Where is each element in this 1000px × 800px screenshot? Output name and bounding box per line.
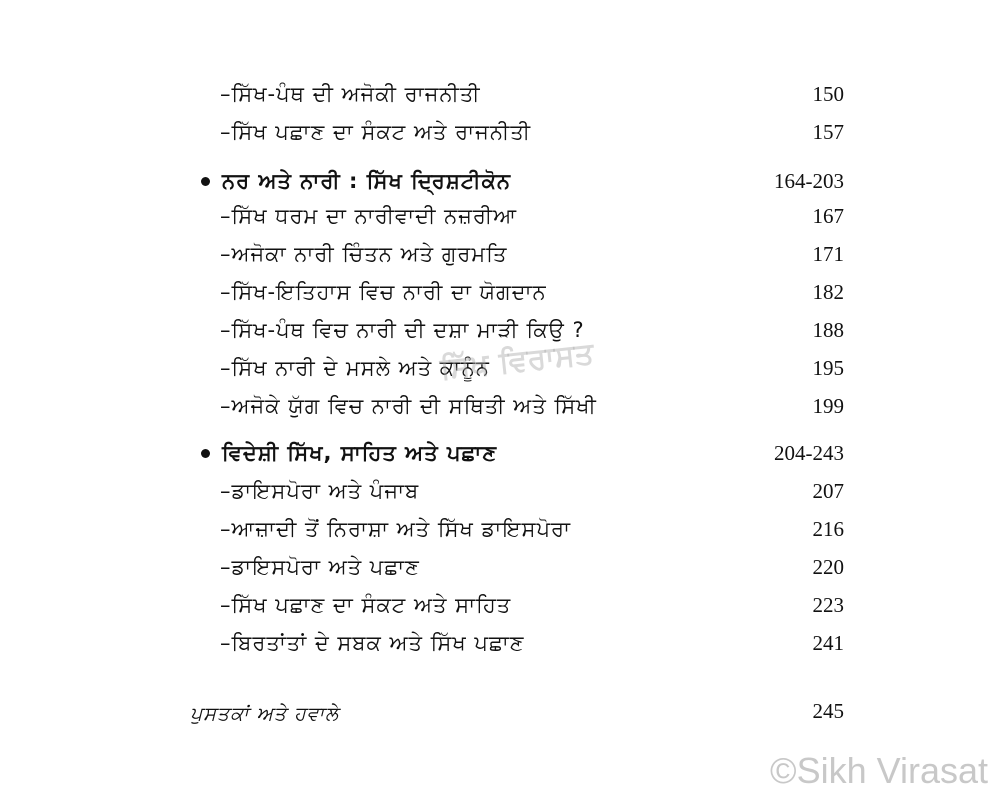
toc-page-number: 195 [812, 356, 844, 380]
toc-entry-row [0, 237, 1000, 271]
toc-entry-row [0, 588, 1000, 622]
toc-entry-title: ਪੁਸਤਕਾਂ ਅਤੇ ਹਵਾਲੇ [190, 703, 339, 725]
toc-page-number: 150 [812, 82, 844, 106]
toc-entry-row [0, 275, 1000, 309]
toc-page-number: 223 [812, 593, 844, 617]
watermark: ਸਿੱਖ ਵਿਰਾਸਤ [438, 336, 596, 387]
toc-entry-row [0, 626, 1000, 660]
toc-entry-row [0, 474, 1000, 508]
toc-page-number: 220 [812, 555, 844, 579]
toc-entry-title: –ਅਜੋਕਾ ਨਾਰੀ ਚਿੰਤਨ ਅਤੇ ਗੁਰਮਤਿ [220, 242, 508, 266]
toc-entry-row [0, 115, 1000, 149]
toc-entry-title: –ਸਿੱਖ ਪਛਾਣ ਦਾ ਸੰਕਟ ਅਤੇ ਸਾਹਿਤ [220, 593, 512, 617]
toc-entry-title: –ਸਿੱਖ-ਪੰਥ ਦੀ ਅਜੋਕੀ ਰਾਜਨੀਤੀ [220, 82, 481, 106]
toc-entry-title: –ਬਿਰਤਾਂਤਾਂ ਦੇ ਸਬਕ ਅਤੇ ਸਿੱਖ ਪਛਾਣ [220, 631, 525, 655]
toc-page-number: 199 [812, 394, 844, 418]
toc-page-number: 204-243 [774, 441, 844, 465]
toc-page-number: 241 [812, 631, 844, 655]
toc-entry-row [0, 313, 1000, 347]
toc-backmatter-row [0, 697, 1000, 731]
bullet-icon [201, 177, 210, 186]
toc-page-number: 216 [812, 517, 844, 541]
toc-entry-row [0, 351, 1000, 385]
toc-page-number: 207 [812, 479, 844, 503]
toc-entry-title: –ਡਾਇਸਪੋਰਾ ਅਤੇ ਪਛਾਣ [220, 555, 420, 579]
toc-entry-title: –ਅਜੋਕੇ ਯੁੱਗ ਵਿਚ ਨਾਰੀ ਦੀ ਸਥਿਤੀ ਅਤੇ ਸਿੱਖੀ [220, 394, 597, 418]
copyright-watermark: ©Sikh Virasat [770, 750, 988, 791]
toc-section-row [0, 436, 1000, 470]
toc-entry-title: –ਸਿੱਖ-ਇਤਿਹਾਸ ਵਿਚ ਨਾਰੀ ਦਾ ਯੋਗਦਾਨ [220, 280, 547, 304]
toc-entry-title: –ਸਿੱਖ ਪਛਾਣ ਦਾ ਸੰਕਟ ਅਤੇ ਰਾਜਨੀਤੀ [220, 120, 532, 144]
toc-entry-row [0, 389, 1000, 423]
toc-entry-title: –ਸਿੱਖ-ਪੰਥ ਵਿਚ ਨਾਰੀ ਦੀ ਦਸ਼ਾ ਮਾੜੀ ਕਿਉ ? [220, 318, 585, 342]
toc-page-number: 171 [812, 242, 844, 266]
toc-entry-title: ਨਰ ਅਤੇ ਨਾਰੀ : ਸਿੱਖ ਦ੍ਰਿਸ਼ਟੀਕੋਨ [222, 169, 512, 193]
toc-entry-row [0, 512, 1000, 546]
toc-entry-row [0, 550, 1000, 584]
toc-page-number: 157 [812, 120, 844, 144]
toc-page-number: 167 [812, 204, 844, 228]
toc-entry-title: –ਡਾਇਸਪੋਰਾ ਅਤੇ ਪੰਜਾਬ [220, 479, 420, 503]
toc-section-row [0, 164, 1000, 198]
bullet-icon [201, 449, 210, 458]
toc-entry-row [0, 199, 1000, 233]
toc-entry-title: –ਸਿੱਖ ਨਾਰੀ ਦੇ ਮਸਲੇ ਅਤੇ ਕਾਨੂੰਨ [220, 356, 490, 380]
toc-entry-title: –ਸਿੱਖ ਧਰਮ ਦਾ ਨਾਰੀਵਾਦੀ ਨਜ਼ਰੀਆ [220, 204, 518, 228]
toc-entry-title: ਵਿਦੇਸ਼ੀ ਸਿੱਖ, ਸਾਹਿਤ ਅਤੇ ਪਛਾਣ [222, 441, 497, 465]
toc-entry-title: –ਆਜ਼ਾਦੀ ਤੋਂ ਨਿਰਾਸ਼ਾ ਅਤੇ ਸਿੱਖ ਡਾਇਸਪੋਰਾ [220, 517, 572, 541]
toc-page-number: 182 [812, 280, 844, 304]
toc-page-number: 164-203 [774, 169, 844, 193]
toc-page-number: 188 [812, 318, 844, 342]
toc-entry-row [0, 77, 1000, 111]
toc-page-number: 245 [812, 699, 844, 723]
